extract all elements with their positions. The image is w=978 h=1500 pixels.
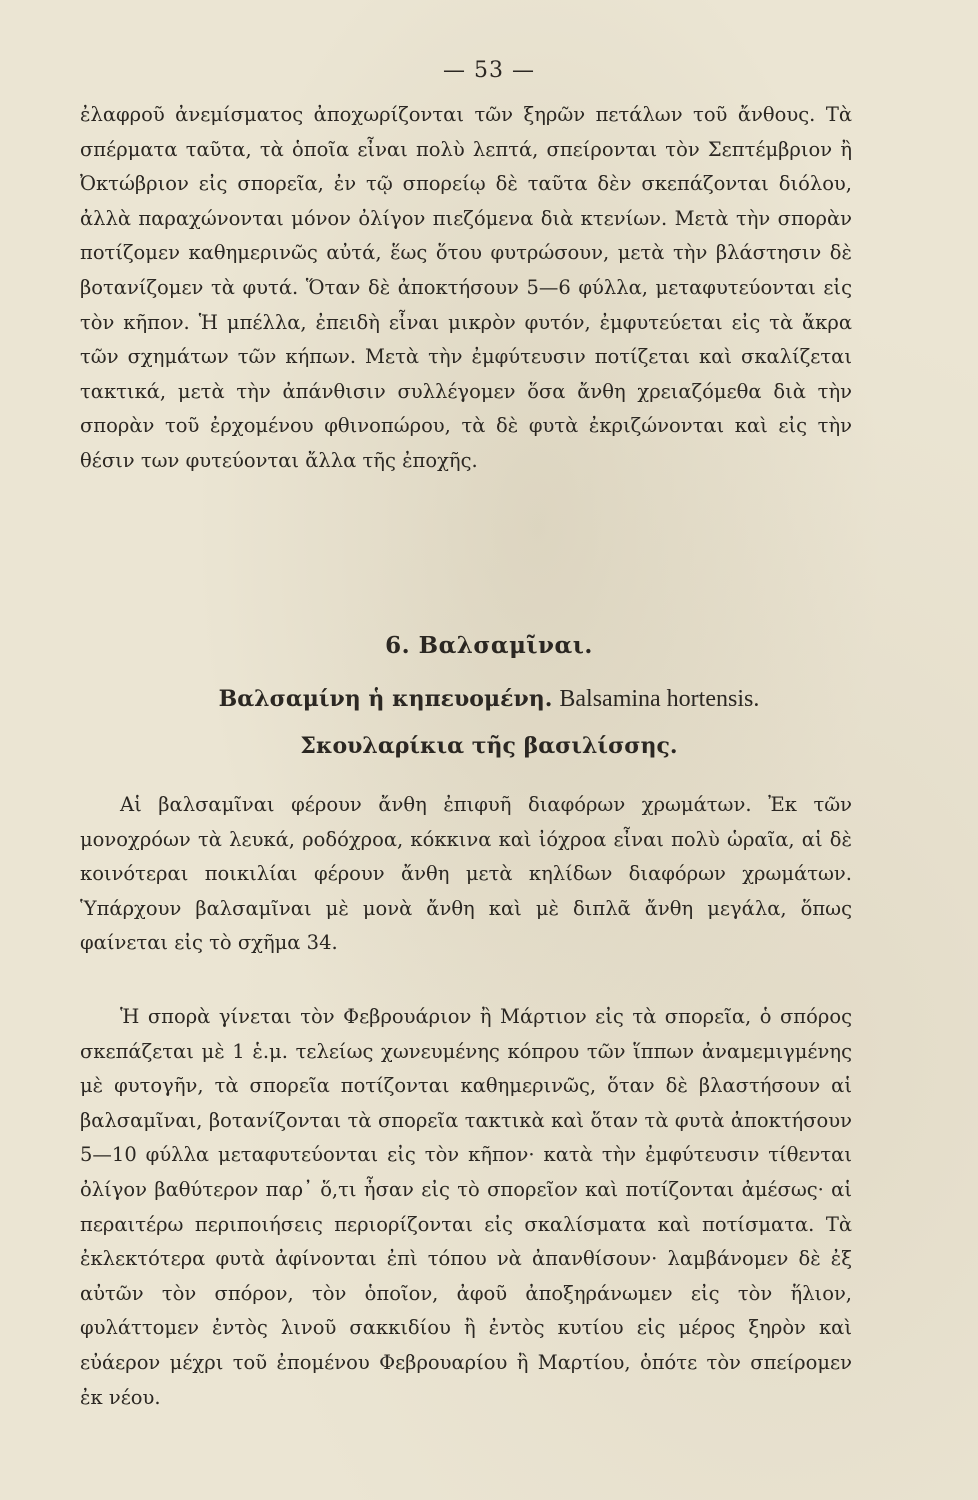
section-heading: 6. Βαλσαμῖναι. xyxy=(385,632,593,659)
species-latin-name: Balsamina hortensis. xyxy=(559,686,760,712)
paragraph-description xyxy=(80,788,852,961)
paragraph-text: Αἱ βαλσαμῖναι φέρουν ἄνθη ἐπιφυῆ διαφόρων χρωμάτων. Ἐκ τῶν μονοχρόων τὰ λευκά, ροδόχροα, κόκκινα καὶ ἰόχροα εἶναι πολὺ ὡραῖα, αἱ δὲ κοινότεραι ποικιλίαι φέρουν ἄνθη μετὰ κηλίδων διαφόρων χρωμάτων. Ὑπάρχουν βαλσαμῖναι μὲ μονὰ ἄνθη καὶ μὲ διπλᾶ ἄνθη μεγάλα, ὅπως φαίνεται εἰς τὸ σχῆμα 34. xyxy=(80,793,852,955)
paragraph-text: Ἡ σπορὰ γίνεται τὸν Φεβρουάριον ἢ Μάρτιον εἰς τὰ σπορεῖα, ὁ σπόρος σκεπάζεται μὲ 1 ἑ.μ. τελείως χωνευμένης κόπρου τῶν ἵππων ἀναμεμιγμένης μὲ φυτογῆν, τὰ σπορεῖα ποτίζονται καθημερινῶς, ὅταν δὲ βλαστήσουν αἱ βαλσαμῖναι, βοτανίζονται τὰ σπορεῖα τακτικὰ καὶ ὅταν τὰ φυτὰ ἀποκτήσουν 5—10 φύλλα μεταφυτεύονται εἰς τὸν κῆπον· κατὰ τὴν ἐμφύτευσιν τίθενται ὀλίγον βαθύτερον παρ᾽ ὅ,τι ἦσαν εἰς τὸ σπορεῖον καὶ ποτίζονται ἀμέσως· αἱ περαιτέρω περιποιήσεις περιορίζονται εἰς σκαλίσματα καὶ ποτίσματα. Τὰ ἐκλεκτότερα φυτὰ ἀφίνονται ἐπὶ τόπου νὰ ἀπανθίσουν· λαμβάνομεν δὲ ἐξ αὐτῶν τὸν σπόρον, τὸν ὁποῖον, ἀφοῦ ἀποξηράνωμεν εἰς τὸν ἥλιον, φυλάττομεν ἐντὸς λινοῦ σακκιδίου ἢ ἐντὸς κυτίου εἰς μέρος ξηρὸν καὶ εὐάερον μέχρι τοῦ ἐπομένου Φεβρουαρίου ἢ Μαρτίου, ὁπότε τὸν σπείρομεν ἐκ νέου. xyxy=(80,1005,852,1409)
paragraph-text: ἐλαφροῦ ἀνεμίσματος ἀποχωρίζονται τῶν ξηρῶν πετάλων τοῦ ἄνθους. Τὰ σπέρματα ταῦτα, τὰ ὁποῖα εἶναι πολὺ λεπτά, σπείρονται τὸν Σεπτέμβριον ἢ Ὀκτώβριον εἰς σπορεῖα, ἐν τῷ σπορείῳ δὲ ταῦτα δὲν σκεπάζονται διόλου, ἀλλὰ παραχώνονται μόνον ὀλίγον πιεζόμενα διὰ κτενίων. Μετὰ τὴν σπορὰν ποτίζομεν καθημερινῶς αὐτά, ἕως ὅτου φυτρώσουν, μετὰ τὴν βλάστησιν δὲ βοτανίζομεν τὰ φυτά. Ὅταν δὲ ἀποκτήσουν 5—6 φύλλα, μεταφυτεύονται εἰς τὸν κῆπον. Ἡ μπέλλα, ἐπειδὴ εἶναι μικρὸν φυτόν, ἐμφυτεύεται εἰς τὰ ἄκρα τῶν σχημάτων τῶν κήπων. Μετὰ τὴν ἐμφύτευσιν ποτίζεται καὶ σκαλίζεται τακτικά, μετὰ τὴν ἀπάνθισιν συλλέγομεν ὅσα ἄνθη χρειαζόμεθα διὰ τὴν σπορὰν τοῦ ἐρχομένου φθινοπώρου, τὰ δὲ φυτὰ ἐκριζώνονται καὶ εἰς τὴν θέσιν των φυτεύονται ἄλλα τῆς ἐποχῆς. xyxy=(80,103,852,472)
paragraph-continued xyxy=(80,98,852,479)
species-common-name: Σκουλαρίκια τῆς βασιλίσσης. xyxy=(300,733,678,759)
species-title xyxy=(0,686,978,713)
species-greek-name: Βαλσαμίνη ἡ κηπευομένη. xyxy=(218,686,553,712)
page-number: — 53 — xyxy=(443,58,535,83)
paragraph-cultivation xyxy=(80,1000,852,1415)
